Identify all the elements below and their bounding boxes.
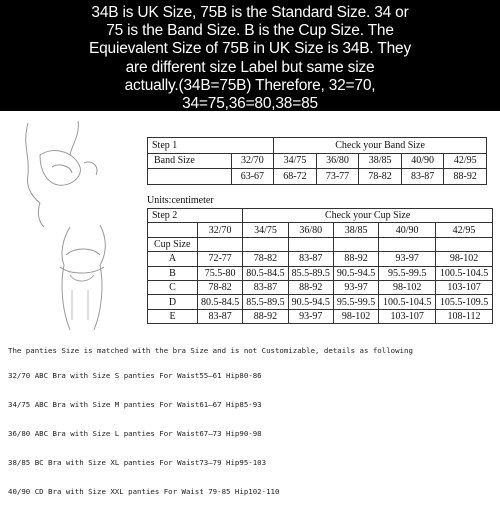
cup-range-cell: 88-92	[243, 309, 288, 323]
cup-letter: A	[148, 252, 198, 266]
cup-range-cell: 108-112	[436, 309, 493, 323]
cup-table-header-row	[148, 209, 493, 223]
empty-cell	[197, 237, 242, 251]
cup-range-cell: 103-107	[436, 280, 493, 294]
band-size-cell: 38/85	[359, 153, 402, 169]
bust-measure-figure	[26, 121, 97, 227]
cup-range-cell: 98-102	[436, 252, 493, 266]
band-size-row	[148, 153, 487, 169]
units-label: Units:centimeter	[147, 195, 214, 206]
cup-size-table	[147, 208, 493, 324]
cup-range-cell: 93-97	[379, 252, 436, 266]
row-label: Cup Size	[148, 237, 198, 251]
empty-cell	[333, 237, 378, 251]
cup-range-cell: 75.5-80	[197, 266, 242, 280]
band-size-cell: 40/90	[379, 223, 436, 237]
cup-range-cell: 98-102	[379, 280, 436, 294]
banner-line: Equievalent Size of 75B in UK Size is 34B. They	[88, 40, 412, 58]
band-table-header-row	[148, 138, 487, 154]
panties-size-notes	[8, 346, 498, 516]
size-explanation-banner	[0, 0, 500, 111]
cup-range-cell: 100.5-104.5	[436, 266, 493, 280]
cup-range-cell: 83-87	[288, 252, 333, 266]
band-size-cell: 32/70	[231, 153, 274, 169]
band-size-cell: 42/95	[436, 223, 493, 237]
cup-range-cell: 95.5-99.5	[379, 266, 436, 280]
band-range-cell: 88-92	[444, 169, 487, 185]
banner-line: are different size Label but same size	[125, 58, 375, 76]
cup-letter: D	[148, 295, 198, 309]
cup-letter: B	[148, 266, 198, 280]
band-range-cell: 78-82	[359, 169, 402, 185]
banner-line: actually.(34B=75B) Therefore, 32=70,	[124, 76, 376, 94]
cup-range-cell: 93-97	[333, 280, 378, 294]
cup-range-cell: 72-77	[197, 252, 242, 266]
cup-range-cell: 90.5-94.5	[333, 266, 378, 280]
band-range-cell: 63-67	[231, 169, 274, 185]
panties-size-row: 34/75 ABC Bra with Size M panties For Waist61—67 Hip85-93	[8, 400, 262, 409]
band-range-cell: 73-77	[316, 169, 359, 185]
cup-range-cell: 85.5-89.5	[288, 266, 333, 280]
cup-letter: C	[148, 280, 198, 294]
band-size-cell: 36/80	[316, 153, 359, 169]
empty-cell	[436, 237, 493, 251]
cup-range-cell: 85.5-89.5	[243, 295, 288, 309]
cup-range-cell: 95.5-99.5	[333, 295, 378, 309]
step-label: Step 2	[148, 209, 198, 223]
panties-size-row: 38/85 BC Bra with Size XL panties For Waist73—79 Hip95-103	[8, 458, 267, 467]
cup-range-cell: 105.5-109.5	[436, 295, 493, 309]
band-size-cell: 40/90	[401, 153, 444, 169]
cup-range-cell: 80.5-84.5	[243, 266, 288, 280]
cup-table-title: Check your Cup Size	[243, 209, 493, 223]
cup-range-cell: 93-97	[288, 309, 333, 323]
cup-range-cell: 78-82	[197, 280, 242, 294]
panties-size-row: 36/80 ABC Bra with Size L panties For Waist67—73 Hip90-98	[8, 429, 262, 438]
empty-cell	[288, 237, 333, 251]
cup-letter: E	[148, 309, 198, 323]
cup-row-e	[148, 309, 493, 323]
cup-range-cell: 83-87	[197, 309, 242, 323]
measuring-figure-illustration	[0, 115, 140, 350]
header-spacer	[231, 138, 274, 154]
banner-line: 75 is the Band Size. B is the Cup Size. The	[106, 22, 394, 40]
empty-cell	[148, 169, 232, 185]
cup-range-cell: 88-92	[333, 252, 378, 266]
empty-cell	[148, 223, 198, 237]
band-range-row	[148, 169, 487, 185]
empty-cell	[379, 237, 436, 251]
band-size-cell: 34/75	[274, 153, 317, 169]
cup-band-row	[148, 223, 493, 237]
band-size-cell: 42/95	[444, 153, 487, 169]
band-size-cell: 32/70	[197, 223, 242, 237]
band-size-cell: 34/75	[243, 223, 288, 237]
cup-range-cell: 80.5-84.5	[197, 295, 242, 309]
band-range-cell: 83-87	[401, 169, 444, 185]
underbust-measure-figure	[60, 225, 105, 330]
cup-row-a	[148, 252, 493, 266]
row-label: Band Size	[148, 153, 232, 169]
band-range-cell: 68-72	[274, 169, 317, 185]
empty-cell	[243, 237, 288, 251]
cup-range-cell: 78-82	[243, 252, 288, 266]
panties-intro: The panties Size is matched with the bra Size and is not Customizable, details as following	[8, 346, 413, 355]
panties-size-row: 40/90 CD Bra with Size XXL panties For Waist 79-85 Hip102-110	[8, 487, 280, 496]
band-size-table	[147, 137, 487, 185]
step-label: Step 1	[148, 138, 232, 154]
panties-size-row: 32/70 ABC Bra with Size S panties For Waist55—61 Hip80-86	[8, 371, 262, 380]
cup-range-cell: 88-92	[288, 280, 333, 294]
header-spacer	[197, 209, 242, 223]
banner-line: 34=75,36=80,38=85	[182, 95, 318, 113]
cup-size-label-row	[148, 237, 493, 251]
band-table-title: Check your Band Size	[274, 138, 487, 154]
cup-row-c	[148, 280, 493, 294]
cup-range-cell: 103-107	[379, 309, 436, 323]
band-size-cell: 38/85	[333, 223, 378, 237]
cup-range-cell: 90.5-94.5	[288, 295, 333, 309]
banner-line: 34B is UK Size, 75B is the Standard Size. 34 or	[91, 4, 409, 21]
cup-range-cell: 83-87	[243, 280, 288, 294]
band-size-cell: 36/80	[288, 223, 333, 237]
cup-range-cell: 98-102	[333, 309, 378, 323]
cup-row-d	[148, 295, 493, 309]
cup-range-cell: 100.5-104.5	[379, 295, 436, 309]
cup-row-b	[148, 266, 493, 280]
